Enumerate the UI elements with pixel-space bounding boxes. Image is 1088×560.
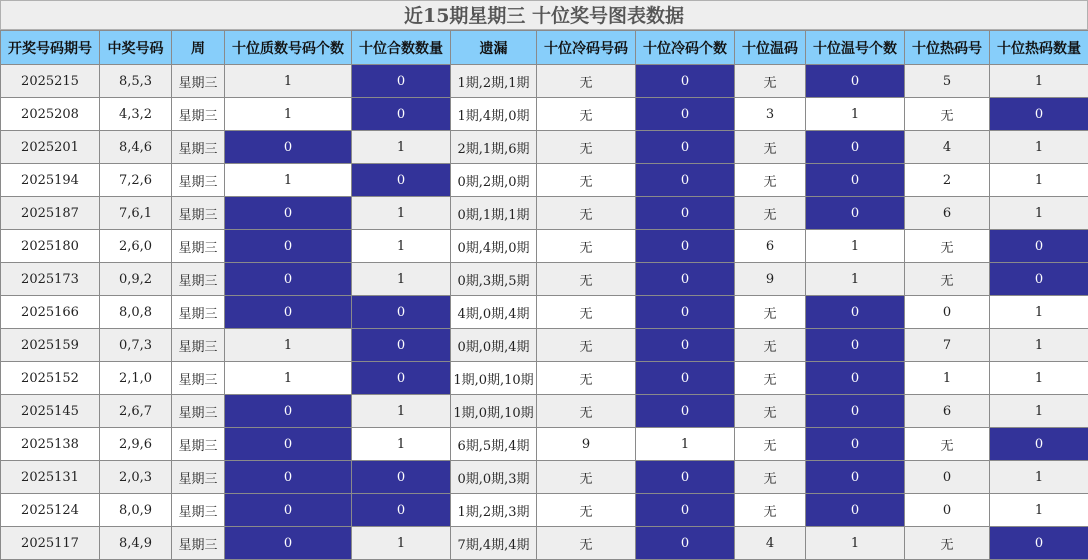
table-cell: 7 [905,329,990,362]
table-cell: 无 [537,65,636,98]
table-cell: 0 [225,395,352,428]
table-cell: 无 [905,230,990,263]
table-cell: 1期,0期,10期 [451,395,537,428]
table-cell: 1期,0期,10期 [451,362,537,395]
table-cell: 0 [225,197,352,230]
table-cell: 3 [735,98,806,131]
table-cell: 2,0,3 [100,461,172,494]
table-cell: 1 [806,527,905,560]
table-row [1,428,1088,461]
table-cell: 2025166 [1,296,100,329]
table-cell: 无 [537,362,636,395]
table-cell: 6 [905,395,990,428]
table-cell: 1 [225,362,352,395]
table-row [1,131,1088,164]
table-cell: 0 [225,296,352,329]
table-cell: 1 [990,164,1088,197]
table-cell: 2期,1期,6期 [451,131,537,164]
table-cell: 0期,2期,0期 [451,164,537,197]
table-cell: 2025173 [1,263,100,296]
table-cell: 1 [806,263,905,296]
table-cell: 2025152 [1,362,100,395]
column-header: 十位温码 [735,31,806,65]
table-row [1,296,1088,329]
column-header: 十位热码数量 [990,31,1088,65]
table-cell: 0 [636,362,735,395]
table-cell: 0 [806,131,905,164]
table-cell: 0 [990,527,1088,560]
table-cell: 0 [352,65,451,98]
table-cell: 无 [735,428,806,461]
table-cell: 无 [905,527,990,560]
table-cell: 0 [636,329,735,362]
table-cell: 1 [990,197,1088,230]
table-cell: 无 [735,362,806,395]
table-cell: 星期三 [172,428,225,461]
table-cell: 无 [537,395,636,428]
table-cell: 0 [352,362,451,395]
table-cell: 8,0,8 [100,296,172,329]
table-cell: 0,9,2 [100,263,172,296]
table-cell: 无 [735,395,806,428]
table-cell: 星期三 [172,65,225,98]
table-row [1,98,1088,131]
table-cell: 9 [735,263,806,296]
table-cell: 6 [735,230,806,263]
table-cell: 0 [806,65,905,98]
table-cell: 2025201 [1,131,100,164]
table-cell: 星期三 [172,296,225,329]
table-cell: 1 [990,461,1088,494]
table-cell: 0 [636,230,735,263]
table-cell: 0 [352,296,451,329]
table-cell: 无 [905,263,990,296]
table-cell: 1 [990,362,1088,395]
table-cell: 无 [537,527,636,560]
column-header: 十位合数数量 [352,31,451,65]
table-cell: 8,4,6 [100,131,172,164]
table-cell: 1 [905,362,990,395]
table-cell: 0 [806,164,905,197]
table-cell: 2025138 [1,428,100,461]
column-header: 十位温号个数 [806,31,905,65]
table-cell: 无 [735,65,806,98]
table-cell: 1期,2期,3期 [451,494,537,527]
table-cell: 0期,0期,4期 [451,329,537,362]
column-header: 中奖号码 [100,31,172,65]
table-row [1,230,1088,263]
table-cell: 1 [990,131,1088,164]
table-cell: 2025187 [1,197,100,230]
table-cell: 无 [537,131,636,164]
table-cell: 星期三 [172,362,225,395]
table-cell: 0 [352,329,451,362]
column-header: 十位冷码号码 [537,31,636,65]
table-cell: 0 [636,65,735,98]
table-cell: 0 [636,395,735,428]
table-cell: 7,6,1 [100,197,172,230]
table-cell: 0 [806,296,905,329]
table-cell: 1 [990,329,1088,362]
table-cell: 0 [225,527,352,560]
table-cell: 0 [806,494,905,527]
table-cell: 0 [990,98,1088,131]
table-cell: 8,0,9 [100,494,172,527]
table-cell: 0 [352,494,451,527]
table-cell: 0 [905,461,990,494]
table-cell: 星期三 [172,494,225,527]
table-row [1,362,1088,395]
table-cell: 0,7,3 [100,329,172,362]
table-cell: 1 [990,65,1088,98]
table-cell: 0 [636,131,735,164]
table-cell: 无 [735,461,806,494]
table-cell: 0 [636,461,735,494]
table-cell: 2025180 [1,230,100,263]
table-row [1,164,1088,197]
table-cell: 8,5,3 [100,65,172,98]
table-cell: 0 [636,494,735,527]
table-cell: 星期三 [172,197,225,230]
column-header: 十位质数号码个数 [225,31,352,65]
table-row [1,329,1088,362]
table-cell: 2 [905,164,990,197]
table-cell: 0 [990,230,1088,263]
table-cell: 1 [225,164,352,197]
table-cell: 0 [636,296,735,329]
table-row [1,461,1088,494]
table-cell: 无 [537,296,636,329]
table-cell: 0 [636,263,735,296]
table-cell: 0 [636,98,735,131]
table-cell: 6 [905,197,990,230]
table-row [1,395,1088,428]
table-row [1,494,1088,527]
table-cell: 2,6,0 [100,230,172,263]
table-cell: 2025117 [1,527,100,560]
table-cell: 0 [225,263,352,296]
table-cell: 0 [905,494,990,527]
page-title: 近15期星期三 十位奖号图表数据 [0,0,1088,30]
table-cell: 0期,0期,3期 [451,461,537,494]
table-cell: 0 [806,428,905,461]
table-cell: 无 [537,230,636,263]
table-cell: 0 [990,428,1088,461]
table-cell: 8,4,9 [100,527,172,560]
table-cell: 0期,1期,1期 [451,197,537,230]
table-cell: 4 [905,131,990,164]
table-cell: 7,2,6 [100,164,172,197]
column-header: 遗漏 [451,31,537,65]
table-cell: 无 [537,164,636,197]
table-cell: 星期三 [172,230,225,263]
table-cell: 0 [225,230,352,263]
table-cell: 0 [352,461,451,494]
table-cell: 0 [806,329,905,362]
table-cell: 1 [225,329,352,362]
table-header-row [1,31,1088,65]
table-cell: 1 [352,131,451,164]
table-cell: 0 [225,131,352,164]
table-cell: 星期三 [172,131,225,164]
table-cell: 星期三 [172,263,225,296]
table-cell: 0 [225,461,352,494]
table-cell: 1 [225,98,352,131]
table-cell: 2025124 [1,494,100,527]
table-cell: 6期,5期,4期 [451,428,537,461]
table-cell: 2025215 [1,65,100,98]
table-cell: 0 [905,296,990,329]
table-cell: 2025145 [1,395,100,428]
table-cell: 星期三 [172,461,225,494]
table-row [1,197,1088,230]
table-cell: 0 [806,197,905,230]
table-cell: 2025194 [1,164,100,197]
table-cell: 0 [990,263,1088,296]
table-cell: 2025208 [1,98,100,131]
table-cell: 0 [352,98,451,131]
table-cell: 0期,3期,5期 [451,263,537,296]
table-cell: 1 [352,197,451,230]
table-cell: 1 [990,296,1088,329]
table-cell: 5 [905,65,990,98]
table-cell: 无 [537,98,636,131]
column-header: 周 [172,31,225,65]
table-cell: 0 [806,362,905,395]
column-header: 十位热码号 [905,31,990,65]
table-cell: 无 [537,494,636,527]
table-cell: 2025159 [1,329,100,362]
table-cell: 1 [225,65,352,98]
table-cell: 0 [225,494,352,527]
column-header: 十位冷码个数 [636,31,735,65]
table-cell: 1 [352,527,451,560]
table-cell: 无 [537,329,636,362]
table-cell: 无 [537,461,636,494]
data-table [0,30,1088,560]
table-cell: 1 [806,230,905,263]
table-cell: 1 [990,494,1088,527]
table-cell: 4期,0期,4期 [451,296,537,329]
table-cell: 无 [735,131,806,164]
table-cell: 1 [352,395,451,428]
table-cell: 1 [990,395,1088,428]
table-cell: 无 [905,428,990,461]
table-cell: 星期三 [172,395,225,428]
table-cell: 9 [537,428,636,461]
table-cell: 4 [735,527,806,560]
table-cell: 0 [806,461,905,494]
table-cell: 4,3,2 [100,98,172,131]
table-cell: 无 [537,263,636,296]
table-cell: 0 [636,197,735,230]
table-cell: 0 [352,164,451,197]
table-cell: 无 [735,494,806,527]
table-cell: 无 [735,329,806,362]
table-row [1,527,1088,560]
table-cell: 无 [735,197,806,230]
table-cell: 1期,4期,0期 [451,98,537,131]
table-cell: 1 [352,230,451,263]
table-cell: 2025131 [1,461,100,494]
table-cell: 0 [225,428,352,461]
table-cell: 1 [806,98,905,131]
table-cell: 无 [735,296,806,329]
table-cell: 1期,2期,1期 [451,65,537,98]
table-cell: 1 [352,263,451,296]
table-cell: 0 [636,527,735,560]
table-cell: 星期三 [172,527,225,560]
table-cell: 1 [636,428,735,461]
table-cell: 星期三 [172,329,225,362]
table-cell: 2,1,0 [100,362,172,395]
table-cell: 星期三 [172,98,225,131]
table-cell: 无 [537,197,636,230]
table-cell: 无 [735,164,806,197]
table-cell: 0 [806,395,905,428]
table-cell: 7期,4期,4期 [451,527,537,560]
table-cell: 0期,4期,0期 [451,230,537,263]
table-cell: 1 [352,428,451,461]
table-cell: 无 [905,98,990,131]
table-cell: 2,6,7 [100,395,172,428]
column-header: 开奖号码期号 [1,31,100,65]
table-cell: 0 [636,164,735,197]
table-cell: 星期三 [172,164,225,197]
table-row [1,65,1088,98]
table-row [1,263,1088,296]
table-cell: 2,9,6 [100,428,172,461]
